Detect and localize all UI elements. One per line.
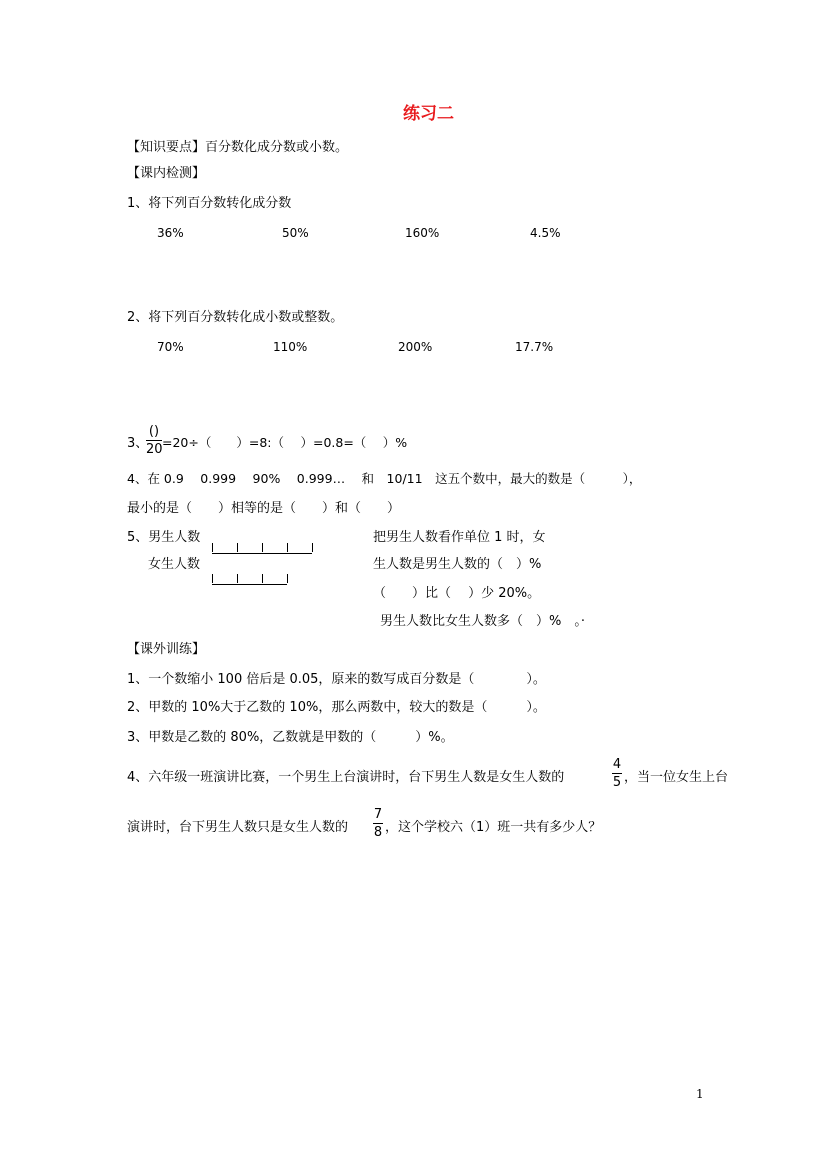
q5-text-1: 把男生人数看作单位 1 时，女 xyxy=(373,530,546,545)
q3-equation: =20÷（ ）=8:（ ）=0.8=（ ）% xyxy=(162,435,408,450)
boys-bar-tick xyxy=(312,543,313,552)
q1-item: 4.5% xyxy=(530,226,561,240)
e4-fraction-2 xyxy=(373,808,383,839)
girls-bar-baseline xyxy=(212,574,287,585)
knowledge-label: 【知识要点】 xyxy=(127,140,206,155)
after-class-heading: 【课外训练】 xyxy=(127,642,206,657)
q2-item: 17.7% xyxy=(515,340,554,354)
e4-fraction-2-numerator: 7 xyxy=(373,807,383,822)
q1-item: 160% xyxy=(405,226,440,240)
q5-text-4: 男生人数比女生人数多（ ）% 。· xyxy=(380,614,585,629)
q3-prefix: 3、 xyxy=(127,436,149,451)
q5-text-3: （ ）比（ ）少 20%。 xyxy=(373,586,541,601)
question-4-line-1: 4、在 0.9 0.999 90% 0.999… 和 10/11 这五个数中，最大的数是（ ）， xyxy=(127,471,642,486)
boys-bar-tick xyxy=(262,543,263,552)
girls-bar-tick xyxy=(287,574,288,583)
question-4-line-2: 最小的是（ ）相等的是（ ）和（ ） xyxy=(127,501,401,516)
exercise-4-line-1 xyxy=(127,771,564,784)
exercise-4-text-a: 4、六年级一班演讲比赛，一个男生上台演讲时，台下男生人数是女生人数的 xyxy=(127,770,565,785)
girls-bar-tick xyxy=(262,574,263,583)
q1-item: 50% xyxy=(282,226,309,240)
q2-item: 70% xyxy=(157,340,184,354)
fraction-bar xyxy=(146,440,162,441)
knowledge-text: 百分数化成分数或小数。 xyxy=(205,140,349,155)
exercise-4-text-c: ，这个学校六（1）班一共有多少人？ xyxy=(385,820,602,835)
e4-fraction-1-denominator: 5 xyxy=(612,775,622,790)
question-1: 1、将下列百分数转化成分数 xyxy=(127,196,292,211)
q3-fraction-denominator: 20 xyxy=(146,442,163,457)
e4-fraction-1 xyxy=(612,758,622,789)
q1-item: 36% xyxy=(157,226,184,240)
q3-fraction xyxy=(146,425,162,456)
exercise-3: 3、甲数是乙数的 80%，乙数就是甲数的（ ）%。 xyxy=(127,730,454,745)
q5-boys-label: 5、男生人数 xyxy=(127,530,201,545)
q5-girls-label: 女生人数 xyxy=(148,557,201,572)
question-2: 2、将下列百分数转化成小数或整数。 xyxy=(127,310,344,325)
knowledge-points xyxy=(127,141,348,154)
exercise-4-text-b: ，当一位女生上台 xyxy=(624,770,729,785)
girls-bar-tick xyxy=(237,574,238,583)
q5-text-2: 生人数是男生人数的（ ）% xyxy=(373,557,542,572)
boys-bar-tick xyxy=(287,543,288,552)
in-class-heading: 【课内检测】 xyxy=(127,166,206,181)
page-number: 1 xyxy=(696,1087,704,1101)
girls-bar-tick xyxy=(212,574,213,583)
boys-bar-tick xyxy=(212,543,213,552)
fraction-bar xyxy=(373,823,383,824)
e4-fraction-2-denominator: 8 xyxy=(373,825,383,840)
e4-fraction-1-numerator: 4 xyxy=(612,757,622,772)
exercise-4-line-2: 演讲时，台下男生人数只是女生人数的 xyxy=(127,820,349,835)
exercise-2: 2、甲数的 10%大于乙数的 10%，那么两数中，较大的数是（ ）。 xyxy=(127,700,546,715)
fraction-bar xyxy=(612,773,622,774)
q2-item: 200% xyxy=(398,340,433,354)
q2-item: 110% xyxy=(273,340,308,354)
page-title: 练习二 xyxy=(403,104,454,124)
q3-fraction-numerator: () xyxy=(148,424,160,439)
exercise-1: 1、一个数缩小 100 倍后是 0.05，原来的数写成百分数是（ ）。 xyxy=(127,672,546,687)
boys-bar-tick xyxy=(237,543,238,552)
